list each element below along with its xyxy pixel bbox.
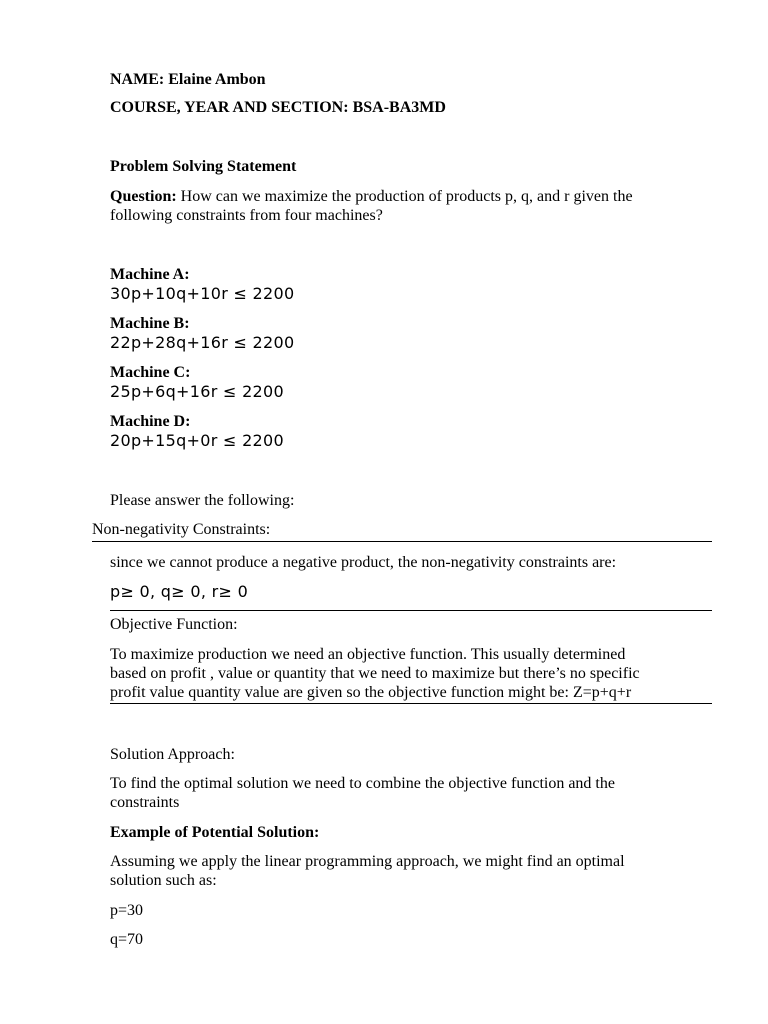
- assume-line1: Assuming we apply the linear programming approach, we might find an optimal: [110, 853, 625, 870]
- machine-b-label: Machine B:: [110, 315, 190, 332]
- problem-heading: Problem Solving Statement: [110, 158, 297, 175]
- q-value: q=70: [110, 931, 144, 948]
- rule-divider-1: [92, 541, 712, 542]
- prompt-text: Please answer the following:: [110, 492, 295, 509]
- solution-paragraph: [110, 774, 712, 812]
- machine-c-constraint: 25p+6q+16r ≤ 2200: [110, 382, 284, 401]
- question-text-line1: How can we maximize the production of products p, q, and r given the: [180, 188, 633, 205]
- objective-line1: To maximize production we need an objective function. This usually determined: [110, 646, 626, 663]
- machine-a-label: Machine A:: [110, 266, 190, 283]
- non-negativity-heading: Non-negativity Constraints:: [92, 521, 271, 538]
- example-heading: Example of Potential Solution:: [110, 824, 320, 841]
- question-text-line2: following constraints from four machines?: [110, 207, 383, 224]
- solution-heading: Solution Approach:: [110, 746, 235, 763]
- objective-paragraph: [110, 645, 712, 702]
- question-paragraph: [110, 187, 712, 225]
- name-value: Elaine Ambon: [168, 71, 266, 88]
- machine-d-label: Machine D:: [110, 413, 191, 430]
- non-negativity-text: since we cannot produce a negative product, the non-negativity constraints are:: [110, 554, 617, 571]
- solution-line1: To find the optimal solution we need to combine the objective function and the: [110, 775, 615, 792]
- course-line: [110, 98, 712, 117]
- course-value: BSA-BA3MD: [352, 99, 446, 116]
- non-negativity-formula: p≥ 0, q≥ 0, r≥ 0: [110, 582, 249, 601]
- objective-line3: profit value quantity value are given so the objective function might be: Z=p+q+r: [110, 684, 632, 701]
- name-label: NAME:: [110, 71, 165, 88]
- machine-c-label: Machine C:: [110, 364, 191, 381]
- p-value: p=30: [110, 902, 144, 919]
- machine-d-constraint: 20p+15q+0r ≤ 2200: [110, 431, 284, 450]
- name-line: [110, 70, 712, 89]
- objective-heading: Objective Function:: [110, 616, 238, 633]
- objective-line2: based on profit , value or quantity that we need to maximize but there’s no specific: [110, 665, 640, 682]
- question-label: Question:: [110, 188, 177, 205]
- assume-line2: solution such as:: [110, 872, 217, 889]
- rule-divider-2: [110, 610, 712, 611]
- rule-divider-3: [110, 703, 712, 704]
- course-label: COURSE, YEAR AND SECTION:: [110, 99, 349, 116]
- assume-paragraph: [110, 852, 712, 890]
- machine-a-constraint: 30p+10q+10r ≤ 2200: [110, 284, 295, 303]
- solution-line2: constraints: [110, 794, 180, 811]
- machine-b-constraint: 22p+28q+16r ≤ 2200: [110, 333, 295, 352]
